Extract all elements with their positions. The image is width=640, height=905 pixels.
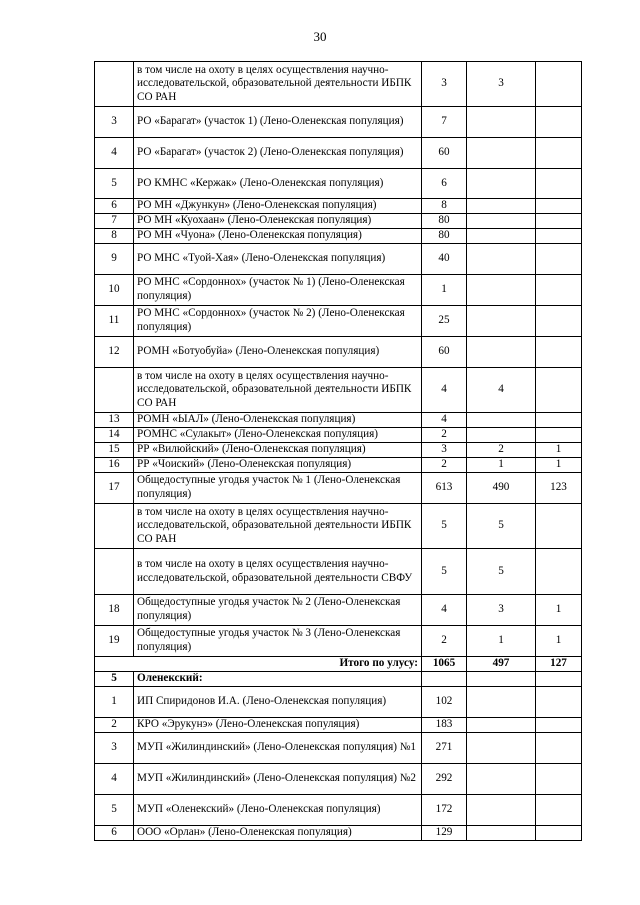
row-name: РО МНС «Туой-Хая» (Лено-Оленекская популяция) xyxy=(134,244,422,275)
row-value-1: 4 xyxy=(422,595,467,626)
row-number: 3 xyxy=(95,107,134,138)
row-value-3: 1 xyxy=(536,626,582,657)
total-value-3: 127 xyxy=(536,657,582,672)
table-row xyxy=(95,244,582,275)
row-value-1: 2 xyxy=(422,458,467,473)
row-value-1: 8 xyxy=(422,199,467,214)
row-name: ИП Спиридонов И.А. (Лено-Оленекская популяция) xyxy=(134,687,422,718)
table-row xyxy=(95,413,582,428)
row-value-1: 80 xyxy=(422,229,467,244)
row-value-1: 7 xyxy=(422,107,467,138)
row-number: 11 xyxy=(95,306,134,337)
row-value-1: 292 xyxy=(422,764,467,795)
row-name: РОМНС «Сулакыт» (Лено-Оленекская популяция) xyxy=(134,428,422,443)
row-name: РО МН «Куохаан» (Лено-Оленекская популяция) xyxy=(134,214,422,229)
row-value-1: 80 xyxy=(422,214,467,229)
row-value-1: 60 xyxy=(422,337,467,368)
row-value-2: 5 xyxy=(467,504,536,549)
row-number: 17 xyxy=(95,473,134,504)
row-name: КРО «Эрукунэ» (Лено-Оленекская популяция) xyxy=(134,718,422,733)
table-row xyxy=(95,199,582,214)
row-value-3 xyxy=(536,687,582,718)
row-value-3 xyxy=(536,62,582,107)
row-number: 18 xyxy=(95,595,134,626)
row-value-1: 25 xyxy=(422,306,467,337)
row-value-1: 2 xyxy=(422,428,467,443)
row-name: Общедоступные угодья участок № 1 (Лено-Оленекская популяция) xyxy=(134,473,422,504)
row-name: в том числе на охоту в целях осуществления научно-исследовательской, образовательной деятельности ИБПК СО РАН xyxy=(134,368,422,413)
row-value-2: 3 xyxy=(467,62,536,107)
table-row xyxy=(95,458,582,473)
row-value-2: 3 xyxy=(467,595,536,626)
row-value-2 xyxy=(467,169,536,199)
row-value-3 xyxy=(536,549,582,595)
table-row xyxy=(95,229,582,244)
row-value-2: 1 xyxy=(467,458,536,473)
row-value-2 xyxy=(467,413,536,428)
row-number: 5 xyxy=(95,795,134,826)
row-name: РО КМНС «Кержак» (Лено-Оленекская популяция) xyxy=(134,169,422,199)
row-value-2 xyxy=(467,107,536,138)
row-name: РР «Вилюйский» (Лено-Оленекская популяция) xyxy=(134,443,422,458)
row-name: в том числе на охоту в целях осуществления научно-исследовательской, образовательной деятельности ИБПК СО РАН xyxy=(134,62,422,107)
row-value-1: 129 xyxy=(422,826,467,841)
row-value-2 xyxy=(467,275,536,306)
row-number: 10 xyxy=(95,275,134,306)
row-value-3 xyxy=(536,306,582,337)
row-value-1: 5 xyxy=(422,504,467,549)
row-value-1: 60 xyxy=(422,138,467,169)
row-value-1: 40 xyxy=(422,244,467,275)
row-value-2: 4 xyxy=(467,368,536,413)
row-number: 16 xyxy=(95,458,134,473)
row-value-2: 490 xyxy=(467,473,536,504)
row-value-3 xyxy=(536,337,582,368)
row-value-2: 5 xyxy=(467,549,536,595)
table-row xyxy=(95,428,582,443)
row-value-3 xyxy=(536,138,582,169)
row-value-2 xyxy=(467,138,536,169)
row-value-3 xyxy=(536,413,582,428)
row-name: РО «Барагат» (участок 1) (Лено-Оленекская популяция) xyxy=(134,107,422,138)
row-value-1: 4 xyxy=(422,368,467,413)
row-number: 12 xyxy=(95,337,134,368)
table-row xyxy=(95,718,582,733)
row-number: 5 xyxy=(95,169,134,199)
row-name: РР «Чоиский» (Лено-Оленекская популяция) xyxy=(134,458,422,473)
row-number: 13 xyxy=(95,413,134,428)
page-number: 30 xyxy=(313,29,327,44)
row-value-3 xyxy=(536,504,582,549)
row-value-3 xyxy=(536,244,582,275)
row-value-3 xyxy=(536,764,582,795)
row-value-2 xyxy=(467,733,536,764)
row-value-2 xyxy=(467,687,536,718)
row-name: Общедоступные угодья участок № 2 (Лено-Оленекская популяция) xyxy=(134,595,422,626)
row-number: 3 xyxy=(95,733,134,764)
row-value-1: 6 xyxy=(422,169,467,199)
section-header-row xyxy=(95,672,582,687)
row-name: Общедоступные угодья участок № 3 (Лено-Оленекская популяция) xyxy=(134,626,422,657)
row-value-1: 3 xyxy=(422,62,467,107)
row-number: 6 xyxy=(95,826,134,841)
table-row xyxy=(95,337,582,368)
row-number: 7 xyxy=(95,214,134,229)
row-number: 19 xyxy=(95,626,134,657)
row-name: РО МН «Чуона» (Лено-Оленекская популяция) xyxy=(134,229,422,244)
row-value-1: 271 xyxy=(422,733,467,764)
row-value-1: 4 xyxy=(422,413,467,428)
row-number xyxy=(95,62,134,107)
section-empty-cell xyxy=(536,672,582,687)
row-number: 1 xyxy=(95,687,134,718)
row-number: 14 xyxy=(95,428,134,443)
section-title: Оленекский: xyxy=(134,672,422,687)
row-value-1: 183 xyxy=(422,718,467,733)
row-value-3 xyxy=(536,107,582,138)
row-value-2: 2 xyxy=(467,443,536,458)
section-empty-cell xyxy=(422,672,467,687)
table-body xyxy=(95,62,582,841)
row-value-1: 2 xyxy=(422,626,467,657)
table-row xyxy=(95,764,582,795)
row-number xyxy=(95,549,134,595)
table-row xyxy=(95,687,582,718)
row-number: 9 xyxy=(95,244,134,275)
row-value-3 xyxy=(536,718,582,733)
row-value-3 xyxy=(536,368,582,413)
row-value-1: 172 xyxy=(422,795,467,826)
row-name: ООО «Орлан» (Лено-Оленекская популяция) xyxy=(134,826,422,841)
row-value-3: 123 xyxy=(536,473,582,504)
row-value-3: 1 xyxy=(536,443,582,458)
row-number: 6 xyxy=(95,199,134,214)
row-number: 15 xyxy=(95,443,134,458)
row-number xyxy=(95,368,134,413)
total-label: Итого по улусу: xyxy=(95,657,422,672)
table-row xyxy=(95,549,582,595)
row-value-3: 1 xyxy=(536,458,582,473)
row-value-2 xyxy=(467,199,536,214)
table-row xyxy=(95,473,582,504)
row-name: РО МНС «Сордоннох» (участок № 2) (Лено-Оленекская популяция) xyxy=(134,306,422,337)
row-value-2 xyxy=(467,244,536,275)
table-row xyxy=(95,504,582,549)
row-value-1: 1 xyxy=(422,275,467,306)
table-row xyxy=(95,595,582,626)
table-row xyxy=(95,368,582,413)
row-value-1: 3 xyxy=(422,443,467,458)
row-name: РО МНС «Сордоннох» (участок № 1) (Лено-Оленекская популяция) xyxy=(134,275,422,306)
table-row xyxy=(95,107,582,138)
row-value-1: 102 xyxy=(422,687,467,718)
row-value-2 xyxy=(467,718,536,733)
row-value-3 xyxy=(536,795,582,826)
table-row xyxy=(95,214,582,229)
table-row xyxy=(95,138,582,169)
row-number: 4 xyxy=(95,138,134,169)
table-row xyxy=(95,306,582,337)
row-value-2 xyxy=(467,795,536,826)
row-value-3 xyxy=(536,428,582,443)
row-value-3 xyxy=(536,275,582,306)
row-value-1: 613 xyxy=(422,473,467,504)
table-row xyxy=(95,626,582,657)
row-value-3 xyxy=(536,733,582,764)
table-row xyxy=(95,795,582,826)
row-number: 2 xyxy=(95,718,134,733)
total-value-1: 1065 xyxy=(422,657,467,672)
section-empty-cell xyxy=(467,672,536,687)
row-name: МУП «Жилиндинский» (Лено-Оленекская популяция) №2 xyxy=(134,764,422,795)
row-number xyxy=(95,504,134,549)
row-number: 8 xyxy=(95,229,134,244)
row-value-2 xyxy=(467,337,536,368)
row-name: в том числе на охоту в целях осуществления научно-исследовательской, образовательной деятельности СВФУ xyxy=(134,549,422,595)
row-value-2: 1 xyxy=(467,626,536,657)
row-value-3 xyxy=(536,214,582,229)
row-name: МУП «Жилиндинский» (Лено-Оленекская популяция) №1 xyxy=(134,733,422,764)
row-value-3: 1 xyxy=(536,595,582,626)
row-value-2 xyxy=(467,214,536,229)
row-name: РОМН «Ботуобуйа» (Лено-Оленекская популяция) xyxy=(134,337,422,368)
section-number: 5 xyxy=(95,672,134,687)
row-value-2 xyxy=(467,306,536,337)
total-value-2: 497 xyxy=(467,657,536,672)
table-row xyxy=(95,826,582,841)
row-value-2 xyxy=(467,764,536,795)
table-row xyxy=(95,443,582,458)
table-row xyxy=(95,62,582,107)
row-name: РО «Барагат» (участок 2) (Лено-Оленекская популяция) xyxy=(134,138,422,169)
row-name: РОМН «ЫАЛ» (Лено-Оленекская популяция) xyxy=(134,413,422,428)
total-row xyxy=(95,657,582,672)
row-value-2 xyxy=(467,826,536,841)
row-number: 4 xyxy=(95,764,134,795)
row-value-1: 5 xyxy=(422,549,467,595)
row-value-3 xyxy=(536,229,582,244)
row-name: в том числе на охоту в целях осуществления научно-исследовательской, образовательной деятельности ИБПК СО РАН xyxy=(134,504,422,549)
row-name: МУП «Оленекский» (Лено-Оленекская популяция) xyxy=(134,795,422,826)
row-value-3 xyxy=(536,826,582,841)
table-row xyxy=(95,169,582,199)
row-value-2 xyxy=(467,428,536,443)
row-value-3 xyxy=(536,199,582,214)
row-value-3 xyxy=(536,169,582,199)
table-row xyxy=(95,733,582,764)
table-row xyxy=(95,275,582,306)
quota-table xyxy=(94,61,582,841)
row-name: РО МН «Джункун» (Лено-Оленекская популяция) xyxy=(134,199,422,214)
row-value-2 xyxy=(467,229,536,244)
